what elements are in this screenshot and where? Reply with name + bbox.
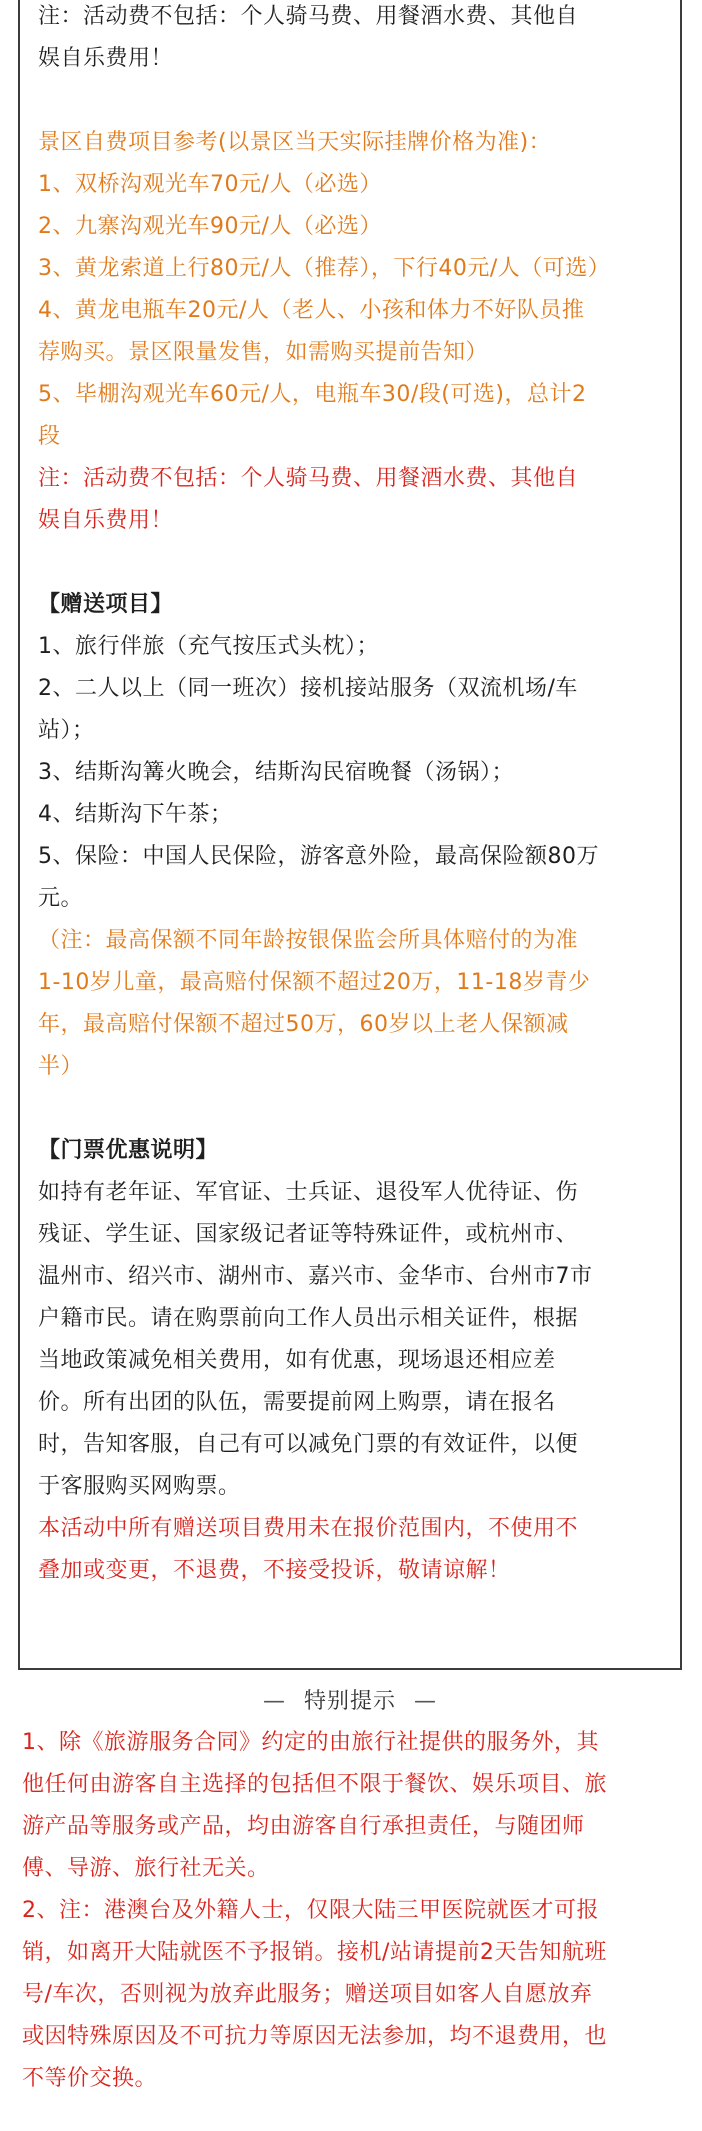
text-line: 段: [38, 424, 61, 449]
text-line: 2、九寨沟观光车90元/人（必选）: [38, 214, 382, 239]
text-line: 叠加或变更，不退费，不接受投诉，敬请谅解！: [38, 1558, 511, 1583]
text-line: 时，告知客服，自己有可以减免门票的有效证件，以便: [38, 1432, 579, 1457]
text-line: 于客服购买网购票。: [38, 1474, 241, 1499]
text-line: 5、保险：中国人民保险，游客意外险，最高保险额80万: [38, 844, 599, 869]
text-line: 年，最高赔付保额不超过50万，60岁以上老人保额减: [38, 1012, 569, 1037]
text-line: 户籍市民。请在购票前向工作人员出示相关证件，根据: [38, 1306, 579, 1331]
text-line: 2、二人以上（同一班次）接机接站服务（双流机场/车: [38, 676, 578, 701]
itinerary-notes-box: [18, 0, 682, 1670]
text-line: 本活动中所有赠送项目费用未在报价范围内，不使用不: [38, 1516, 579, 1541]
text-line: 元。: [38, 886, 84, 911]
text-line: 1-10岁儿童，最高赔付保额不超过20万，11-18岁青少: [38, 970, 591, 995]
text-line: 注：活动费不包括：个人骑马费、用餐酒水费、其他自: [38, 4, 579, 29]
text-line: 1、旅行伴旅（充气按压式头枕）；: [38, 634, 379, 659]
text-line: 娱自乐费用！: [38, 46, 174, 71]
text-line: 半）: [38, 1054, 84, 1079]
text-line: 如持有老年证、军官证、士兵证、退役军人优待证、伤: [38, 1180, 579, 1205]
title-dash-left: —: [262, 1689, 286, 1714]
text-line: 荐购买。景区限量发售，如需购买提前告知）: [38, 340, 489, 365]
section-heading: 【门票优惠说明】: [38, 1138, 219, 1163]
text-line: 景区自费项目参考(以景区当天实际挂牌价格为准)：: [38, 130, 552, 155]
text-line: 站）；: [38, 718, 95, 743]
text-line: 温州市、绍兴市、湖州市、嘉兴市、金华市、台州市7市: [38, 1264, 593, 1289]
special-notice-line: 1、除《旅游服务合同》约定的由旅行社提供的服务外，其: [22, 1730, 599, 1755]
text-line: 3、黄龙索道上行80元/人（推荐），下行40元/人（可选）: [38, 256, 611, 281]
section-heading: 【赠送项目】: [38, 592, 174, 617]
special-notice-line: 号/车次，否则视为放弃此服务；赠送项目如客人自愿放弃: [22, 1982, 593, 2007]
special-notice-line: 他任何由游客自主选择的包括但不限于餐饮、娱乐项目、旅: [22, 1772, 608, 1797]
blank-line: [38, 80, 662, 122]
text-line: 4、黄龙电瓶车20元/人（老人、小孩和体力不好队员推: [38, 298, 585, 323]
special-notice-heading: 特别提示: [303, 1689, 396, 1714]
text-line: 娱自乐费用！: [38, 508, 174, 533]
special-notice-line: 或因特殊原因及不可抗力等原因无法参加，均不退费用，也: [22, 2024, 608, 2049]
special-notice-line: 傅、导游、旅行社无关。: [22, 1856, 270, 1881]
blank-line: [38, 542, 662, 584]
special-notice-body: [22, 1722, 678, 2100]
text-line: （注：最高保额不同年龄按银保监会所具体赔付的为准: [38, 928, 579, 953]
text-line: 价。所有出团的队伍，需要提前网上购票，请在报名: [38, 1390, 556, 1415]
special-notice-line: 游产品等服务或产品，均由游客自行承担责任，与随团师: [22, 1814, 585, 1839]
text-line: 1、双桥沟观光车70元/人（必选）: [38, 172, 382, 197]
text-line: 3、结斯沟篝火晚会，结斯沟民宿晚餐（汤锅）；: [38, 760, 514, 785]
blank-line: [38, 1088, 662, 1130]
special-notice-line: 2、注：港澳台及外籍人士，仅限大陆三甲医院就医才可报: [22, 1898, 599, 1923]
special-notice-line: 不等价交换。: [22, 2066, 158, 2091]
special-notice-line: 销，如离开大陆就医不予报销。接机/站请提前2天告知航班: [22, 1940, 607, 1965]
text-line: 残证、学生证、国家级记者证等特殊证件，或杭州市、: [38, 1222, 579, 1247]
text-line: 4、结斯沟下午茶；: [38, 802, 233, 827]
text-line: 当地政策减免相关费用，如有优惠，现场退还相应差: [38, 1348, 556, 1373]
special-notice-title: [22, 1682, 678, 1722]
text-line: 5、毕棚沟观光车60元/人，电瓶车30/段(可选)，总计2: [38, 382, 587, 407]
text-line: 注：活动费不包括：个人骑马费、用餐酒水费、其他自: [38, 466, 579, 491]
title-dash-right: —: [414, 1689, 437, 1714]
special-notice-section: [18, 1682, 682, 2100]
